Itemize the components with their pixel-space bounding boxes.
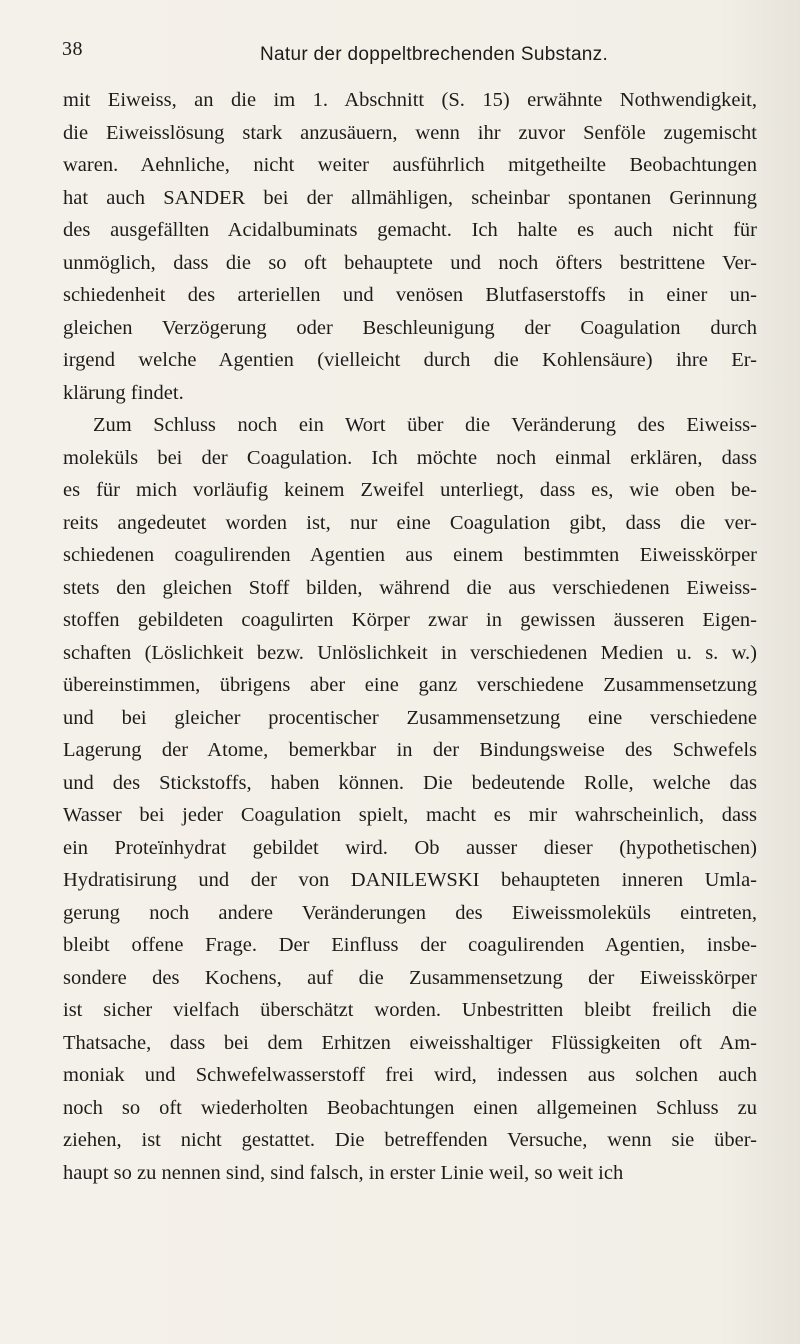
text-line: haupt so zu nennen sind, sind falsch, in erster Linie weil, so weit ich — [63, 1161, 624, 1184]
text-line: sondere des Kochens, auf die Zusammensetzung der Eiweisskörper — [63, 966, 757, 989]
text-line: unmöglich, dass die so oft behauptete und noch öfters bestrittene Ver- — [63, 251, 757, 274]
text-line: schiedenheit des arteriellen und venösen Blutfaserstoffs in einer un- — [63, 284, 757, 306]
text-line: es für mich vorläufig keinem Zweifel unterliegt, dass es, wie oben be- — [63, 479, 757, 501]
text-line: gerung noch andere Veränderungen des Eiweissmoleküls eintreten, — [63, 901, 757, 924]
text-line: Lagerung der Atome, bemerkbar in der Bindungsweise des Schwefels — [63, 739, 757, 761]
text-line: reits angedeutet worden ist, nur eine Coagulation gibt, dass die ver- — [63, 511, 757, 534]
running-head — [62, 30, 760, 64]
text-line: irgend welche Agentien (vielleicht durch die Kohlensäure) ihre Er- — [63, 349, 757, 371]
body-text — [63, 84, 757, 1189]
text-line: ist sicher vielfach überschätzt worden. Unbestritten bleibt freilich die — [63, 999, 757, 1021]
text-line: gleichen Verzögerung oder Beschleunigung der Coagulation durch — [63, 316, 757, 339]
text-line: Hydratisirung und der von DANILEWSKI behaupteten inneren Umla- — [63, 869, 757, 891]
text-line: und bei gleicher procentischer Zusammensetzung eine verschiedene — [63, 706, 757, 729]
page-number: 38 — [62, 38, 83, 60]
text-line: waren. Aehnliche, nicht weiter ausführlich mitgetheilte Beobachtungen — [63, 154, 757, 176]
text-line: ziehen, ist nicht gestattet. Die betreffenden Versuche, wenn sie über- — [63, 1129, 757, 1151]
text-line: Zum Schluss noch ein Wort über die Veränderung des Eiweiss- — [93, 414, 757, 436]
text-line: übereinstimmen, übrigens aber eine ganz verschiedene Zusammensetzung — [63, 674, 757, 696]
text-line: und des Stickstoffs, haben können. Die bedeutende Rolle, welche das — [63, 771, 757, 794]
text-line: schiedenen coagulirenden Agentien aus einem bestimmten Eiweisskörper — [63, 544, 757, 566]
text-line: Wasser bei jeder Coagulation spielt, macht es mir wahrscheinlich, dass — [63, 804, 757, 826]
text-line: stoffen gebildeten coagulirten Körper zwar in gewissen äusseren Eigen- — [63, 609, 757, 631]
text-line: Thatsache, dass bei dem Erhitzen eiweisshaltiger Flüssigkeiten oft Am- — [63, 1031, 757, 1054]
text-line: ein Proteïnhydrat gebildet wird. Ob ausser dieser (hypothetischen) — [63, 836, 757, 859]
text-line: klärung findet. — [63, 381, 184, 404]
text-line: moniak und Schwefelwasserstoff frei wird, indessen aus solchen auch — [63, 1064, 757, 1086]
running-head-title: Natur der doppeltbrechenden Substanz. — [260, 44, 609, 65]
text-line: noch so oft wiederholten Beobachtungen einen allgemeinen Schluss zu — [63, 1096, 757, 1119]
text-line: mit Eiweiss, an die im 1. Abschnitt (S. 15) erwähnte Nothwendigkeit, — [63, 89, 757, 111]
text-line: bleibt offene Frage. Der Einfluss der coagulirenden Agentien, insbe- — [63, 934, 757, 956]
text-line: hat auch SANDER bei der allmähligen, scheinbar spontanen Gerinnung — [63, 186, 757, 209]
text-line: schaften (Löslichkeit bezw. Unlöslichkeit in verschiedenen Medien u. s. w.) — [63, 641, 757, 664]
text-line: stets den gleichen Stoff bilden, während die aus verschiedenen Eiweiss- — [63, 576, 757, 599]
text-line: die Eiweisslösung stark anzusäuern, wenn ihr zuvor Senföle zugemischt — [63, 121, 757, 144]
text-line: moleküls bei der Coagulation. Ich möchte noch einmal erklären, dass — [63, 446, 757, 469]
text-line: des ausgefällten Acidalbuminats gemacht. Ich halte es auch nicht für — [63, 219, 757, 241]
